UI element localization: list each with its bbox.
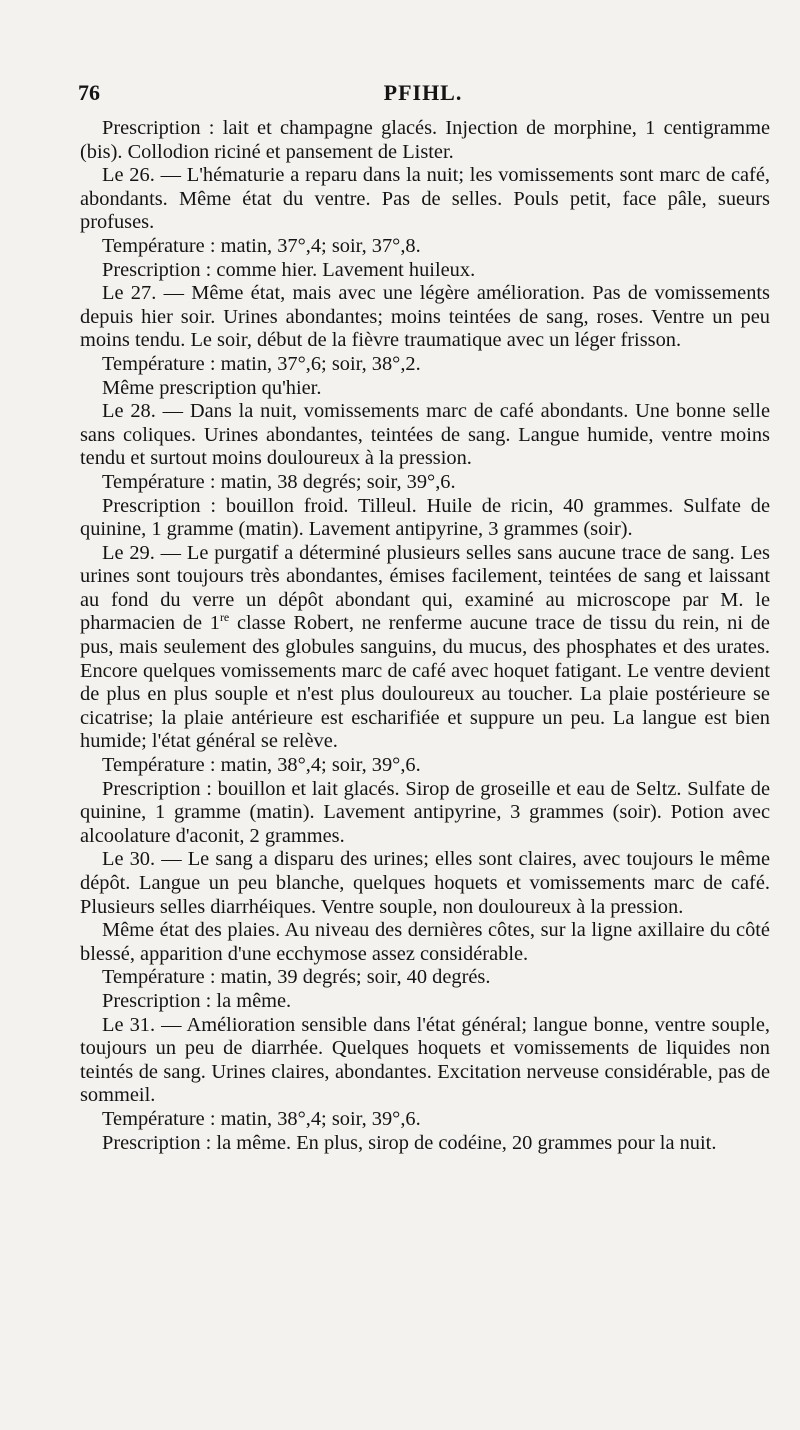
page-number: 76 bbox=[78, 80, 100, 105]
paragraph: Température : matin, 37°,6; soir, 38°,2. bbox=[102, 352, 421, 375]
paragraph: Prescription : la même. bbox=[102, 989, 292, 1012]
paragraph: Prescription : bouillon froid. Tilleul. Huile de ricin, 40 grammes. Sulfate de quinine, 1 gramme (matin). Lavement antipyrine, 3 grammes (soir). bbox=[80, 494, 770, 541]
paragraph: Le 29. — Le purgatif a déterminé plusieurs selles sans aucune trace de sang. Les urines sont toujours très abondantes, émises facilement, teintées de sang et laissant au fond du verre un dépôt abondant qui, examiné au microscope par M. le pharmacien de 1re classe Robert, ne renferme aucune trace de tissu du rein, ni de pus, mais seulement des globules sanguins, du mucus, des phosphates et des urates. Encore quelques vomissements marc de café avec hoquet fatigant. Le ventre devient de plus en plus souple et n'est plus douloureux au toucher. La plaie postérieure se cicatrise; la plaie antérieure est escharifiée et suppure un peu. La langue est bien humide; l'état général se relève. bbox=[80, 541, 770, 753]
paragraph: Prescription : comme hier. Lavement huileux. bbox=[102, 258, 476, 281]
paragraph: Le 26. — L'hématurie a reparu dans la nuit; les vomissements sont marc de café, abondants. Même état du ventre. Pas de selles. Pouls petit, face pâle, sueurs profuses. bbox=[80, 164, 770, 234]
paragraph: Même état des plaies. Au niveau des dernières côtes, sur la ligne axillaire du côté blessé, apparition d'une ecchymose assez considérable. bbox=[80, 919, 770, 965]
paragraph: Même prescription qu'hier. bbox=[102, 376, 322, 399]
paragraph: Le 27. — Même état, mais avec une légère amélioration. Pas de vomissements depuis hier soir. Urines abondantes; moins teintées de sang, roses. Ventre un peu moins tendu. Le soir, début de la fièvre traumatique avec un léger frisson. bbox=[80, 282, 770, 352]
page-header bbox=[78, 80, 768, 110]
paragraph: Le 30. — Le sang a disparu des urines; elles sont claires, avec toujours le même dépôt. Langue un peu blanche, quelques hoquets et vomissements marc de café. Plusieurs selles diarrhéiques. Ventre souple, non douloureux à la pression. bbox=[80, 848, 770, 918]
running-head: PFIHL. bbox=[383, 80, 463, 105]
paragraph: Température : matin, 38°,4; soir, 39°,6. bbox=[102, 754, 421, 777]
paragraph: Prescription : bouillon et lait glacés. Sirop de groseille et eau de Seltz. Sulfate de quinine, 1 gramme (matin). Lavement antipyrine, 3 grammes (soir). Potion avec alcoolature d'aconit, 2 grammes. bbox=[80, 777, 770, 847]
paragraph: Le 31. — Amélioration sensible dans l'état général; langue bonne, ventre souple, toujours un peu de diarrhée. Quelques hoquets et vomissements de liquides non teintés de sang. Urines claires, abondantes. Excitation nerveuse considérable, pas de sommeil. bbox=[80, 1013, 770, 1107]
paragraph: Température : matin, 38 degrés; soir, 39°,6. bbox=[102, 470, 456, 493]
paragraph: Température : matin, 38°,4; soir, 39°,6. bbox=[102, 1107, 421, 1130]
paragraph: Température : matin, 39 degrés; soir, 40 degrés. bbox=[102, 966, 491, 989]
paragraph: Température : matin, 37°,4; soir, 37°,8. bbox=[102, 234, 421, 257]
body-text bbox=[80, 117, 770, 1155]
paragraph: Prescription : lait et champagne glacés. Injection de morphine, 1 centigramme (bis). Collodion riciné et pansement de Lister. bbox=[80, 117, 770, 163]
paragraph: Le 28. — Dans la nuit, vomissements marc de café abondants. Une bonne selle sans coliques. Urines abondantes, teintées de sang. Langue humide, ventre moins tendu et surtout moins douloureux à la pression. bbox=[80, 400, 770, 470]
paragraph: Prescription : la même. En plus, sirop de codéine, 20 grammes pour la nuit. bbox=[102, 1131, 717, 1154]
